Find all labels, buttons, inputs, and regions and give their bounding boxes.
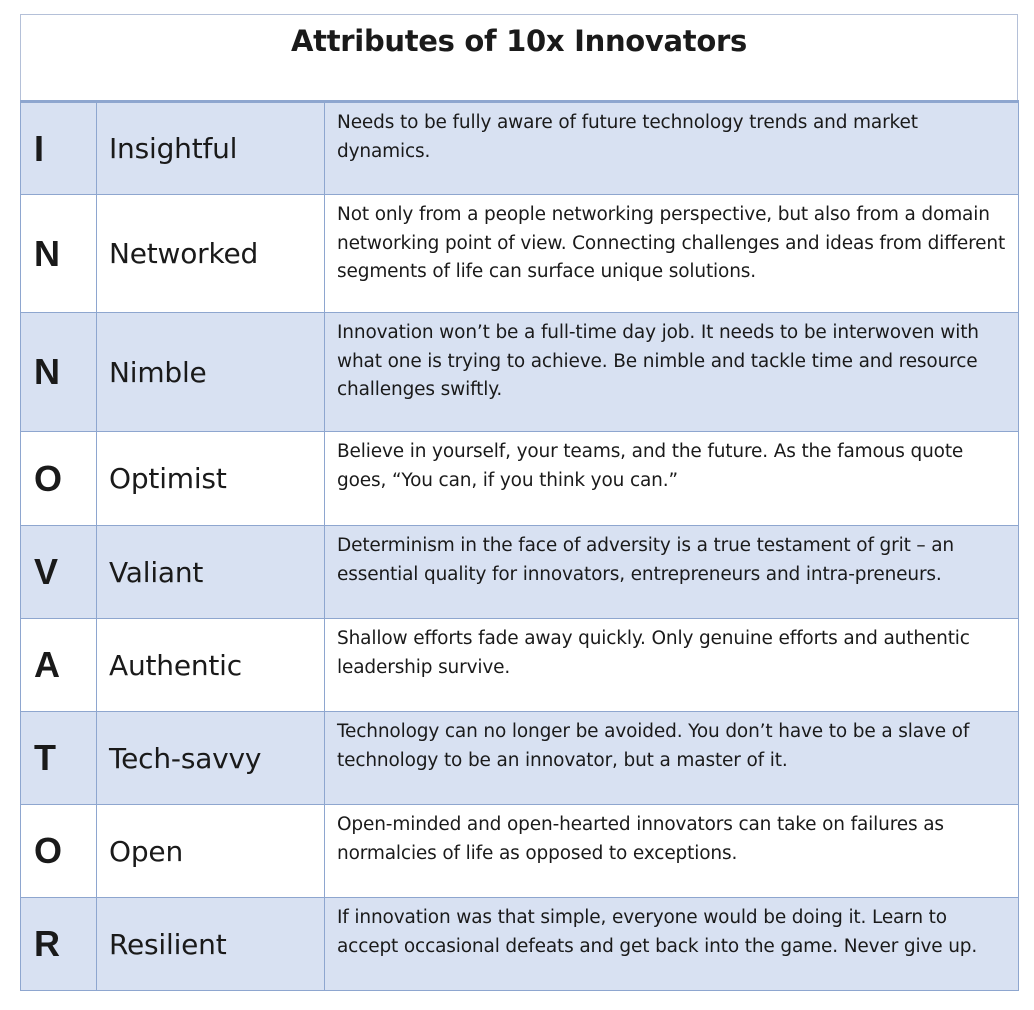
table-row (21, 898, 1018, 991)
row-description: Not only from a people networking perspective, but also from a domain networking point of view. Connecting challenges and ideas from different segments of life can surface unique solutions. (337, 204, 1006, 282)
table-row (21, 432, 1018, 526)
row-description: If innovation was that simple, everyone would be doing it. Learn to accept occasional defeats and get back into the game. Never give up. (337, 907, 978, 957)
title-box (20, 14, 1018, 100)
row-attribute: Open (97, 805, 325, 897)
row-description: Determinism in the face of adversity is a true testament of grit – an essential quality for innovators, entrepreneurs and intra-preneurs. (337, 535, 954, 585)
row-description: Innovation won’t be a full-time day job. It needs to be interwoven with what one is trying to achieve. Be nimble and tackle time and resource challenges swiftly. (337, 322, 979, 400)
row-attribute: Optimist (97, 432, 325, 525)
table-row (21, 526, 1018, 619)
row-attribute: Nimble (97, 313, 325, 431)
row-attribute: Valiant (97, 526, 325, 618)
row-attribute: Authentic (97, 619, 325, 711)
table-row (21, 619, 1018, 712)
row-description: Shallow efforts fade away quickly. Only genuine efforts and authentic leadership survive. (337, 628, 970, 678)
row-attribute: Resilient (97, 898, 325, 990)
row-attribute: Insightful (97, 103, 325, 194)
row-letter: O (21, 432, 97, 525)
row-letter: O (21, 805, 97, 897)
row-description: Believe in yourself, your teams, and the future. As the famous quote goes, “You can, if you think you can.” (337, 441, 964, 491)
table-row (21, 805, 1018, 898)
row-description: Technology can no longer be avoided. You don’t have to be a slave of technology to be an innovator, but a master of it. (337, 721, 970, 771)
row-description: Open-minded and open-hearted innovators can take on failures as normalcies of life as opposed to exceptions. (337, 814, 944, 864)
row-letter: A (21, 619, 97, 711)
table-row (21, 103, 1018, 195)
table-title: Attributes of 10x Innovators (291, 24, 747, 58)
row-letter: T (21, 712, 97, 804)
row-letter: N (21, 313, 97, 431)
row-letter: V (21, 526, 97, 618)
row-attribute: Tech-savvy (97, 712, 325, 804)
row-letter: I (21, 103, 97, 194)
table-row (21, 313, 1018, 432)
attributes-table (20, 100, 1019, 991)
table-row (21, 712, 1018, 805)
row-description: Needs to be fully aware of future technology trends and market dynamics. (337, 112, 918, 162)
row-letter: N (21, 195, 97, 312)
row-attribute: Networked (97, 195, 325, 312)
row-letter: R (21, 898, 97, 990)
table-row (21, 195, 1018, 313)
